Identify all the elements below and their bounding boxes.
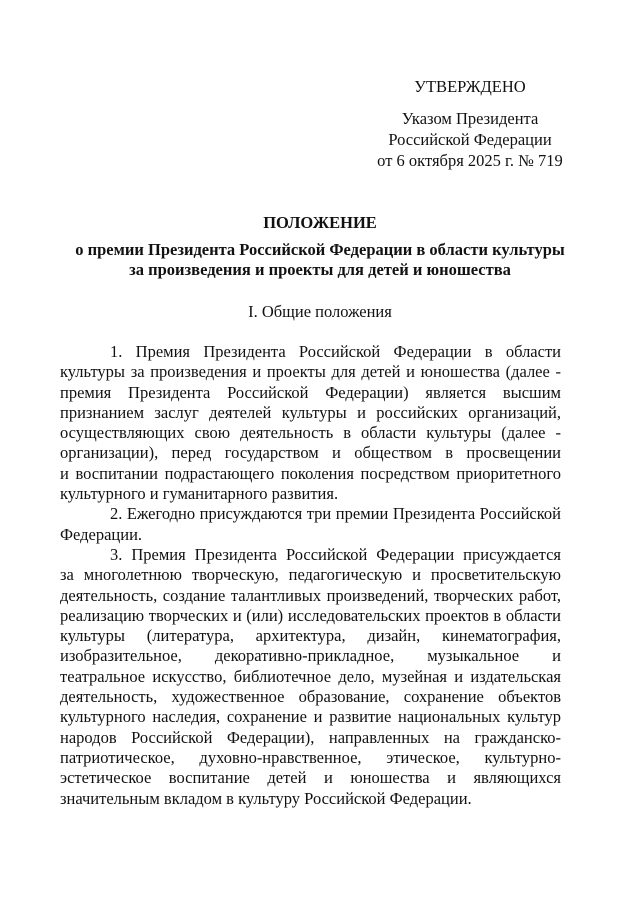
text-line: культурного наследия, сохранение и развитие национальных культур [60,707,561,727]
text-line: реализацию творческих и (или) исследовательских проектов в области [60,605,561,625]
document-subtitle-line: за произведения и проекты для детей и юношества [129,260,511,279]
text-line: патриотическое, духовно-нравственное, этическое, культурно- [60,747,561,767]
text-line: культурного и гуманитарного развития. [60,484,339,504]
text-line: 3. Премия Президента Российской Федерации присуждается [110,544,561,564]
approval-stamp [360,76,580,171]
document-title: ПОЛОЖЕНИЕ [263,213,377,232]
text-line: 2. Ежегодно присуждаются три премии Президента Российской [110,504,561,524]
text-line: культуры за произведения и проекты для детей и юношества (далее - [60,362,561,382]
document-subtitle-line: о премии Президента Российской Федерации в области культуры [75,240,565,259]
section-heading: I. Общие положения [248,302,392,321]
text-line: организации), перед государством и обществом в просвещении [60,443,561,463]
text-line: театральное искусство, библиотечное дело, музейная и издательская [60,666,561,686]
text-line: народов Российской Федерации), направленных на гражданско- [60,727,561,747]
approval-line-date: от 6 октября 2025 г. № 719 [377,151,563,170]
text-line: эстетическое воспитание детей и юношества и являющихся [60,768,561,788]
approval-title: УТВЕРЖДЕНО [414,77,526,96]
text-line: за многолетнюю творческую, педагогическую и просветительскую [60,565,561,585]
document-body [60,342,561,809]
text-line: осуществляющих свою деятельность в области культуры (далее - [60,423,561,443]
text-line: Федерации. [60,524,143,544]
document-subtitle [60,240,580,280]
paragraph-1 [60,342,561,504]
text-line: значительным вкладом в культуру Российской Федерации. [60,788,472,808]
text-line: изобразительное, декоративно-прикладное, музыкальное и [60,646,561,666]
text-line: 1. Премия Президента Российской Федерации в области [110,342,561,361]
text-line: признанием заслуг деятелей культуры и российских организаций, [60,402,561,422]
paragraph-2 [60,504,561,545]
text-line: и воспитании подрастающего поколения посредством приоритетного [60,463,561,483]
paragraph-3 [60,545,561,809]
approval-line-country: Российской Федерации [388,130,552,149]
text-line: премия Президента Российской Федерации) является высшим [60,382,561,402]
text-line: деятельность, художественное образование, сохранение объектов [60,687,561,707]
text-line: деятельность, создание талантливых произведений, творческих работ, [60,585,561,605]
approval-line-decree: Указом Президента [401,109,539,128]
text-line: культуры (литература, архитектура, дизайн, кинематография, [60,626,561,646]
